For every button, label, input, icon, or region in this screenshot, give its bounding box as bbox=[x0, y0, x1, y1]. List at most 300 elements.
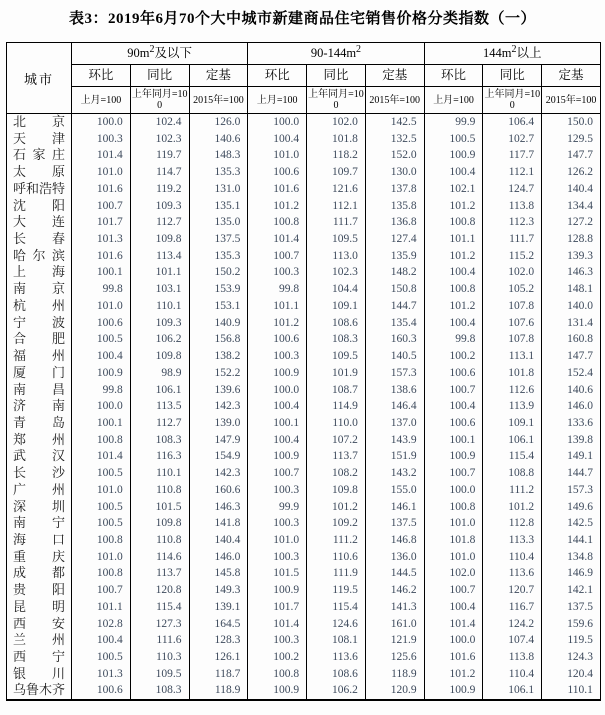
city-cell bbox=[7, 582, 72, 599]
index-value-cell: 101.5 bbox=[130, 499, 189, 516]
index-value-cell: 118.9 bbox=[365, 666, 424, 683]
index-value-cell: 101.0 bbox=[248, 532, 307, 549]
index-value-cell: 148.1 bbox=[542, 281, 601, 298]
index-value-cell: 100.8 bbox=[424, 499, 483, 516]
index-value-cell: 112.6 bbox=[483, 382, 542, 399]
index-value-cell: 101.8 bbox=[424, 532, 483, 549]
index-value-cell: 153.1 bbox=[189, 298, 248, 315]
index-value-cell: 110.1 bbox=[542, 682, 601, 700]
index-value-cell: 135.3 bbox=[189, 248, 248, 265]
header-row-metrics bbox=[7, 65, 601, 87]
table-row bbox=[7, 147, 601, 164]
index-value-cell: 142.1 bbox=[542, 582, 601, 599]
index-value-cell: 152.4 bbox=[542, 365, 601, 382]
table-row bbox=[7, 198, 601, 215]
index-value-cell: 108.3 bbox=[307, 331, 366, 348]
city-name: 广 州 bbox=[13, 481, 65, 497]
city-name: 武 汉 bbox=[13, 448, 65, 464]
header-row-base bbox=[7, 87, 601, 114]
index-value-cell: 101.0 bbox=[72, 298, 131, 315]
index-value-cell: 102.0 bbox=[483, 264, 542, 281]
city-name: 乌鲁木齐 bbox=[13, 682, 66, 698]
base-header-prev-month: 上月=100 bbox=[248, 87, 307, 114]
index-value-cell: 100.8 bbox=[424, 214, 483, 231]
index-value-cell: 113.8 bbox=[483, 198, 542, 215]
index-value-cell: 110.0 bbox=[307, 415, 366, 432]
index-value-cell: 159.6 bbox=[542, 616, 601, 633]
index-value-cell: 110.3 bbox=[130, 649, 189, 666]
index-value-cell: 109.8 bbox=[130, 515, 189, 532]
index-value-cell: 109.1 bbox=[307, 298, 366, 315]
index-value-cell: 147.9 bbox=[189, 432, 248, 449]
index-value-cell: 110.8 bbox=[130, 532, 189, 549]
city-name: 石家庄 bbox=[13, 147, 65, 163]
table-row bbox=[7, 666, 601, 683]
index-value-cell: 140.9 bbox=[189, 315, 248, 332]
index-value-cell: 101.2 bbox=[424, 248, 483, 265]
table-header bbox=[7, 43, 601, 114]
index-value-cell: 102.3 bbox=[307, 264, 366, 281]
index-value-cell: 144.7 bbox=[542, 465, 601, 482]
index-value-cell: 145.8 bbox=[189, 565, 248, 582]
index-value-cell: 101.8 bbox=[307, 131, 366, 148]
index-value-cell: 140.6 bbox=[542, 382, 601, 399]
index-value-cell: 100.0 bbox=[248, 114, 307, 131]
city-cell bbox=[7, 649, 72, 666]
base-header-same-month-last-year: 上年同月=100 bbox=[130, 87, 189, 114]
index-value-cell: 149.1 bbox=[542, 448, 601, 465]
city-cell bbox=[7, 482, 72, 499]
table-row bbox=[7, 465, 601, 482]
index-value-cell: 100.5 bbox=[72, 499, 131, 516]
index-value-cell: 124.2 bbox=[483, 616, 542, 633]
index-value-cell: 100.4 bbox=[424, 264, 483, 281]
table-row bbox=[7, 432, 601, 449]
index-value-cell: 99.8 bbox=[424, 331, 483, 348]
metric-header-yoy: 同比 bbox=[483, 65, 542, 87]
index-value-cell: 101.3 bbox=[72, 666, 131, 683]
index-value-cell: 140.6 bbox=[189, 131, 248, 148]
city-cell bbox=[7, 515, 72, 532]
city-name: 上 海 bbox=[13, 264, 65, 280]
index-value-cell: 101.1 bbox=[248, 298, 307, 315]
table-row bbox=[7, 599, 601, 616]
index-value-cell: 101.2 bbox=[307, 499, 366, 516]
index-value-cell: 101.0 bbox=[72, 549, 131, 566]
index-value-cell: 101.6 bbox=[72, 248, 131, 265]
table-row bbox=[7, 181, 601, 198]
index-value-cell: 144.1 bbox=[542, 532, 601, 549]
index-value-cell: 127.2 bbox=[542, 214, 601, 231]
index-value-cell: 142.3 bbox=[189, 465, 248, 482]
index-value-cell: 114.6 bbox=[130, 549, 189, 566]
index-value-cell: 110.1 bbox=[130, 298, 189, 315]
index-value-cell: 144.7 bbox=[365, 298, 424, 315]
city-cell bbox=[7, 382, 72, 399]
index-value-cell: 100.5 bbox=[424, 131, 483, 148]
index-value-cell: 149.3 bbox=[189, 582, 248, 599]
index-value-cell: 157.3 bbox=[365, 365, 424, 382]
index-value-cell: 148.3 bbox=[189, 147, 248, 164]
index-value-cell: 100.9 bbox=[248, 682, 307, 700]
city-cell bbox=[7, 599, 72, 616]
index-value-cell: 109.1 bbox=[483, 415, 542, 432]
index-value-cell: 148.2 bbox=[365, 264, 424, 281]
index-value-cell: 100.0 bbox=[424, 482, 483, 499]
index-value-cell: 113.9 bbox=[483, 398, 542, 415]
index-value-cell: 127.4 bbox=[365, 231, 424, 248]
metric-header-mom: 环比 bbox=[72, 65, 131, 87]
index-value-cell: 100.4 bbox=[424, 599, 483, 616]
table-row bbox=[7, 348, 601, 365]
city-cell bbox=[7, 198, 72, 215]
index-value-cell: 109.2 bbox=[307, 515, 366, 532]
table-row bbox=[7, 365, 601, 382]
group-label-part: 90m bbox=[127, 46, 150, 60]
city-name: 宁 波 bbox=[13, 314, 65, 330]
index-value-cell: 101.7 bbox=[248, 599, 307, 616]
index-value-cell: 101.0 bbox=[424, 515, 483, 532]
city-cell bbox=[7, 499, 72, 516]
index-value-cell: 102.0 bbox=[424, 565, 483, 582]
index-value-cell: 105.2 bbox=[483, 281, 542, 298]
index-value-cell: 146.3 bbox=[542, 264, 601, 281]
index-value-cell: 110.4 bbox=[483, 549, 542, 566]
index-value-cell: 109.5 bbox=[307, 231, 366, 248]
index-value-cell: 129.5 bbox=[542, 131, 601, 148]
city-name: 沈 阳 bbox=[13, 197, 65, 213]
index-value-cell: 119.5 bbox=[307, 582, 366, 599]
index-value-cell: 160.6 bbox=[189, 482, 248, 499]
city-name: 深 圳 bbox=[13, 498, 65, 514]
table-row bbox=[7, 482, 601, 499]
table-body bbox=[7, 114, 601, 701]
city-name: 北 京 bbox=[13, 114, 65, 129]
index-value-cell: 113.1 bbox=[483, 348, 542, 365]
index-value-cell: 150.2 bbox=[189, 264, 248, 281]
index-value-cell: 106.2 bbox=[130, 331, 189, 348]
index-value-cell: 100.4 bbox=[72, 632, 131, 649]
city-name: 贵 阳 bbox=[13, 582, 65, 598]
city-name: 太 原 bbox=[13, 164, 65, 180]
city-name: 南 京 bbox=[13, 281, 65, 297]
index-value-cell: 101.2 bbox=[424, 666, 483, 683]
index-value-cell: 101.2 bbox=[424, 298, 483, 315]
city-cell bbox=[7, 214, 72, 231]
index-value-cell: 138.2 bbox=[189, 348, 248, 365]
index-value-cell: 140.0 bbox=[542, 298, 601, 315]
city-name: 西 宁 bbox=[13, 649, 65, 664]
city-cell bbox=[7, 181, 72, 198]
index-value-cell: 101.7 bbox=[72, 214, 131, 231]
index-value-cell: 139.1 bbox=[189, 599, 248, 616]
city-cell bbox=[7, 549, 72, 566]
index-value-cell: 153.9 bbox=[189, 281, 248, 298]
base-header-same-month-last-year: 上年同月=100 bbox=[483, 87, 542, 114]
index-value-cell: 119.5 bbox=[542, 632, 601, 649]
city-cell bbox=[7, 298, 72, 315]
index-value-cell: 161.0 bbox=[365, 616, 424, 633]
index-value-cell: 101.1 bbox=[424, 231, 483, 248]
index-value-cell: 157.3 bbox=[542, 482, 601, 499]
index-value-cell: 100.1 bbox=[248, 415, 307, 432]
index-value-cell: 115.4 bbox=[483, 448, 542, 465]
index-value-cell: 109.3 bbox=[130, 315, 189, 332]
index-value-cell: 150.8 bbox=[365, 281, 424, 298]
city-cell bbox=[7, 164, 72, 181]
index-value-cell: 135.0 bbox=[189, 214, 248, 231]
index-value-cell: 143.2 bbox=[365, 465, 424, 482]
index-value-cell: 137.5 bbox=[365, 515, 424, 532]
index-value-cell: 106.2 bbox=[307, 682, 366, 700]
index-value-cell: 135.3 bbox=[189, 164, 248, 181]
index-value-cell: 100.2 bbox=[248, 649, 307, 666]
index-value-cell: 114.7 bbox=[130, 164, 189, 181]
table-row bbox=[7, 164, 601, 181]
index-value-cell: 134.8 bbox=[542, 549, 601, 566]
index-value-cell: 127.3 bbox=[130, 616, 189, 633]
index-value-cell: 156.8 bbox=[189, 331, 248, 348]
index-value-cell: 146.3 bbox=[189, 499, 248, 516]
city-name: 合 肥 bbox=[13, 331, 65, 347]
index-value-cell: 121.6 bbox=[307, 181, 366, 198]
city-cell bbox=[7, 131, 72, 148]
table-row bbox=[7, 281, 601, 298]
index-value-cell: 108.2 bbox=[307, 465, 366, 482]
metric-header-mom: 环比 bbox=[424, 65, 483, 87]
index-value-cell: 112.7 bbox=[130, 214, 189, 231]
index-value-cell: 102.1 bbox=[424, 181, 483, 198]
city-cell bbox=[7, 114, 72, 131]
index-value-cell: 101.1 bbox=[130, 264, 189, 281]
index-value-cell: 103.1 bbox=[130, 281, 189, 298]
city-cell bbox=[7, 565, 72, 582]
index-value-cell: 139.0 bbox=[189, 415, 248, 432]
index-value-cell: 112.7 bbox=[130, 415, 189, 432]
index-value-cell: 111.2 bbox=[307, 532, 366, 549]
index-value-cell: 100.6 bbox=[72, 682, 131, 700]
index-value-cell: 155.0 bbox=[365, 482, 424, 499]
city-name: 青 岛 bbox=[13, 414, 65, 430]
table-row bbox=[7, 532, 601, 549]
index-value-cell: 100.8 bbox=[248, 214, 307, 231]
index-value-cell: 141.8 bbox=[189, 515, 248, 532]
index-value-cell: 101.0 bbox=[72, 164, 131, 181]
index-value-cell: 100.4 bbox=[424, 398, 483, 415]
index-value-cell: 115.4 bbox=[307, 599, 366, 616]
index-value-cell: 100.4 bbox=[248, 432, 307, 449]
index-value-cell: 142.5 bbox=[365, 114, 424, 131]
group-label-part: 以上 bbox=[516, 46, 542, 60]
superscript-2: 2 bbox=[356, 43, 362, 55]
index-value-cell: 102.4 bbox=[130, 114, 189, 131]
index-value-cell: 135.1 bbox=[189, 198, 248, 215]
index-value-cell: 100.8 bbox=[248, 666, 307, 683]
index-value-cell: 128.3 bbox=[189, 632, 248, 649]
index-value-cell: 135.4 bbox=[365, 315, 424, 332]
index-value-cell: 152.2 bbox=[189, 365, 248, 382]
city-name: 济 南 bbox=[13, 398, 65, 414]
index-value-cell: 100.9 bbox=[248, 365, 307, 382]
index-value-cell: 147.7 bbox=[542, 348, 601, 365]
index-value-cell: 100.8 bbox=[72, 532, 131, 549]
index-value-cell: 109.8 bbox=[130, 348, 189, 365]
index-value-cell: 100.7 bbox=[424, 582, 483, 599]
index-value-cell: 100.9 bbox=[424, 682, 483, 700]
city-name: 成 都 bbox=[13, 565, 65, 581]
index-value-cell: 100.0 bbox=[248, 382, 307, 399]
index-value-cell: 100.4 bbox=[248, 131, 307, 148]
city-cell bbox=[7, 682, 72, 700]
index-value-cell: 146.0 bbox=[189, 549, 248, 566]
index-value-cell: 111.7 bbox=[307, 214, 366, 231]
index-value-cell: 102.0 bbox=[307, 114, 366, 131]
table-row bbox=[7, 549, 601, 566]
index-value-cell: 146.2 bbox=[365, 582, 424, 599]
index-value-cell: 137.8 bbox=[365, 181, 424, 198]
metric-header-yoy: 同比 bbox=[130, 65, 189, 87]
index-value-cell: 100.9 bbox=[72, 365, 131, 382]
index-value-cell: 100.8 bbox=[424, 281, 483, 298]
index-value-cell: 100.9 bbox=[424, 448, 483, 465]
table-row bbox=[7, 415, 601, 432]
city-cell bbox=[7, 231, 72, 248]
index-value-cell: 100.6 bbox=[248, 331, 307, 348]
city-name: 重 庆 bbox=[13, 548, 65, 564]
table-row bbox=[7, 131, 601, 148]
base-header-prev-month: 上月=100 bbox=[72, 87, 131, 114]
table-row bbox=[7, 682, 601, 700]
index-value-cell: 116.3 bbox=[130, 448, 189, 465]
city-cell bbox=[7, 315, 72, 332]
index-value-cell: 113.7 bbox=[130, 565, 189, 582]
index-value-cell: 135.8 bbox=[365, 198, 424, 215]
superscript-2: 2 bbox=[511, 43, 517, 55]
table-row bbox=[7, 248, 601, 265]
index-value-cell: 100.1 bbox=[72, 415, 131, 432]
index-value-cell: 120.7 bbox=[483, 582, 542, 599]
index-value-cell: 100.0 bbox=[72, 114, 131, 131]
index-value-cell: 140.4 bbox=[189, 532, 248, 549]
index-value-cell: 100.3 bbox=[248, 515, 307, 532]
index-value-cell: 107.6 bbox=[483, 315, 542, 332]
group-header-90-and-below bbox=[72, 43, 248, 65]
index-value-cell: 141.3 bbox=[365, 599, 424, 616]
index-value-cell: 124.7 bbox=[483, 181, 542, 198]
index-value-cell: 136.8 bbox=[365, 214, 424, 231]
index-value-cell: 113.8 bbox=[483, 649, 542, 666]
index-value-cell: 119.2 bbox=[130, 181, 189, 198]
index-value-cell: 100.7 bbox=[424, 382, 483, 399]
index-value-cell: 128.8 bbox=[542, 231, 601, 248]
index-value-cell: 126.2 bbox=[542, 164, 601, 181]
city-cell bbox=[7, 365, 72, 382]
index-value-cell: 106.1 bbox=[483, 682, 542, 700]
index-value-cell: 100.5 bbox=[72, 649, 131, 666]
index-value-cell: 108.6 bbox=[307, 315, 366, 332]
index-value-cell: 113.4 bbox=[130, 248, 189, 265]
index-value-cell: 100.6 bbox=[424, 365, 483, 382]
index-value-cell: 151.9 bbox=[365, 448, 424, 465]
city-name: 厦 门 bbox=[13, 364, 65, 380]
metric-header-mom: 环比 bbox=[248, 65, 307, 87]
group-header-90-144 bbox=[248, 43, 424, 65]
index-value-cell: 142.5 bbox=[542, 515, 601, 532]
index-value-cell: 100.3 bbox=[248, 549, 307, 566]
table-row bbox=[7, 616, 601, 633]
index-value-cell: 147.7 bbox=[542, 147, 601, 164]
city-cell bbox=[7, 632, 72, 649]
index-value-cell: 146.0 bbox=[542, 398, 601, 415]
table-row bbox=[7, 231, 601, 248]
index-value-cell: 101.8 bbox=[483, 365, 542, 382]
city-name: 长 沙 bbox=[13, 465, 65, 481]
index-value-cell: 100.7 bbox=[248, 465, 307, 482]
index-value-cell: 101.0 bbox=[72, 482, 131, 499]
index-value-cell: 101.2 bbox=[248, 315, 307, 332]
city-cell bbox=[7, 331, 72, 348]
index-value-cell: 101.4 bbox=[72, 147, 131, 164]
index-value-cell: 117.7 bbox=[483, 147, 542, 164]
index-value-cell: 107.2 bbox=[307, 432, 366, 449]
index-value-cell: 115.2 bbox=[483, 248, 542, 265]
index-value-cell: 146.1 bbox=[365, 499, 424, 516]
index-value-cell: 101.6 bbox=[248, 181, 307, 198]
index-value-cell: 108.3 bbox=[130, 432, 189, 449]
index-value-cell: 106.4 bbox=[483, 114, 542, 131]
group-header-144-above bbox=[424, 43, 600, 65]
index-value-cell: 108.3 bbox=[130, 682, 189, 700]
table-row bbox=[7, 382, 601, 399]
index-value-cell: 106.1 bbox=[483, 432, 542, 449]
index-value-cell: 112.3 bbox=[483, 214, 542, 231]
index-value-cell: 160.8 bbox=[542, 331, 601, 348]
index-value-cell: 126.1 bbox=[189, 649, 248, 666]
index-value-cell: 146.9 bbox=[542, 565, 601, 582]
index-value-cell: 100.9 bbox=[248, 448, 307, 465]
superscript-2: 2 bbox=[149, 43, 155, 55]
index-value-cell: 164.5 bbox=[189, 616, 248, 633]
index-value-cell: 99.8 bbox=[72, 382, 131, 399]
group-label-part: 90-144m bbox=[310, 46, 357, 60]
index-value-cell: 101.4 bbox=[248, 616, 307, 633]
table-row bbox=[7, 649, 601, 666]
city-name: 西 安 bbox=[13, 615, 65, 631]
table-row bbox=[7, 448, 601, 465]
index-value-cell: 110.4 bbox=[483, 666, 542, 683]
table-row bbox=[7, 515, 601, 532]
city-cell bbox=[7, 616, 72, 633]
index-value-cell: 100.8 bbox=[72, 432, 131, 449]
index-value-cell: 101.6 bbox=[424, 649, 483, 666]
index-value-cell: 152.0 bbox=[365, 147, 424, 164]
table-row bbox=[7, 565, 601, 582]
index-value-cell: 120.4 bbox=[542, 666, 601, 683]
index-value-cell: 100.5 bbox=[72, 515, 131, 532]
index-value-cell: 138.6 bbox=[365, 382, 424, 399]
index-value-cell: 136.0 bbox=[365, 549, 424, 566]
city-name: 天 津 bbox=[13, 130, 65, 146]
table-row bbox=[7, 298, 601, 315]
index-value-cell: 109.7 bbox=[307, 164, 366, 181]
index-value-cell: 149.6 bbox=[542, 499, 601, 516]
index-value-cell: 160.3 bbox=[365, 331, 424, 348]
index-value-cell: 112.1 bbox=[307, 198, 366, 215]
index-value-cell: 140.4 bbox=[542, 181, 601, 198]
index-value-cell: 101.3 bbox=[72, 231, 131, 248]
index-value-cell: 100.4 bbox=[424, 315, 483, 332]
metric-header-fixed-base: 定基 bbox=[365, 65, 424, 87]
